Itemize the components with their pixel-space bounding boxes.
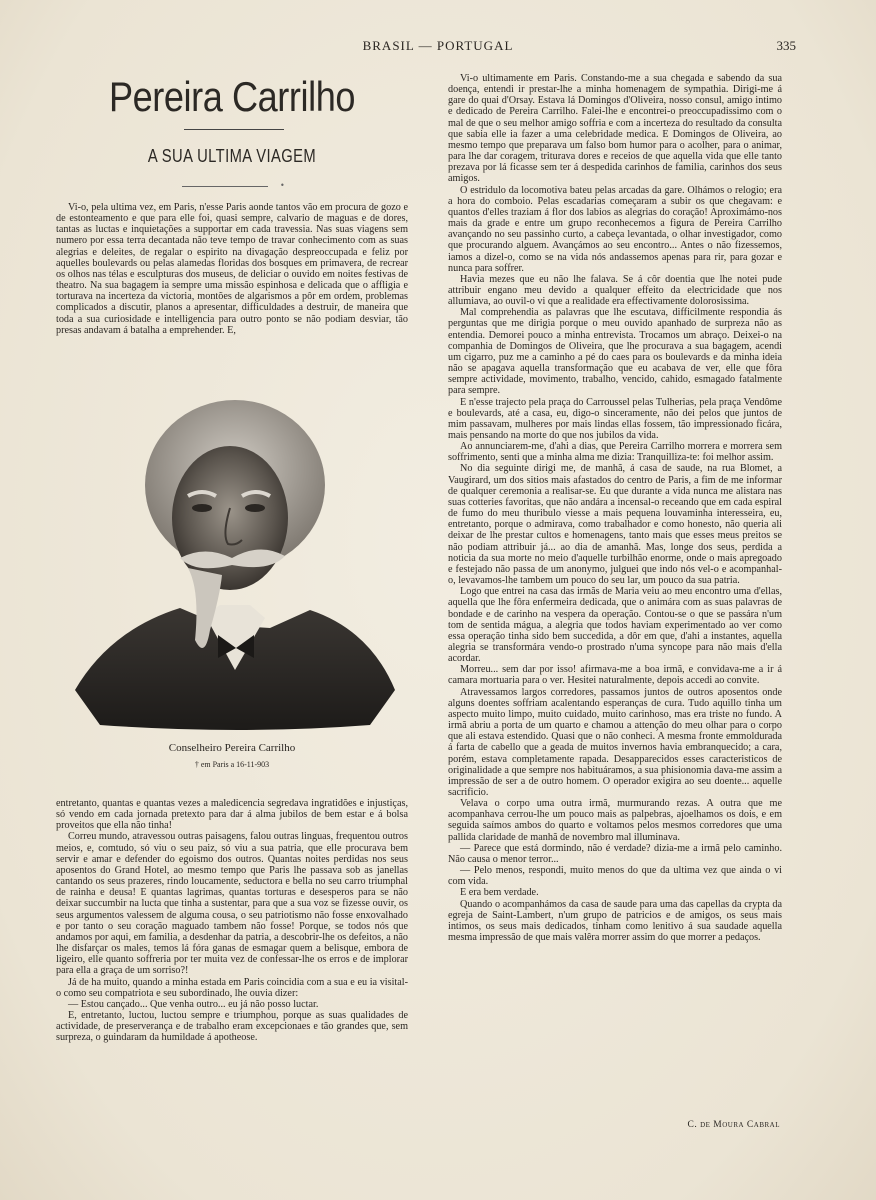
portrait-caption: Conselheiro Pereira Carrilho	[168, 742, 296, 754]
divider-ornament-icon: •	[280, 181, 285, 190]
left-column-top	[56, 202, 408, 336]
paragraph: Correu mundo, atravessou outras paisagens, falou outras linguas, frequentou outros meios, e, comtudo, só viu o seu paiz, só viu a sua patria, que elle procurava bem servir e amar e defender do egoismo dos outros. Quantas noites perdidas nos seus aposentos do Grand Hotel, ao mesmo tempo que Paris lhe passava sob as janellas cantando os seus prazeres, rindo loucamente, seductora e bella no seu carro triumphal de rainha e deusa! E quantas lagrimas, quantas torturas e desesperos para se não deixar succumbir na lucta que tinha a sustentar, para que a sua voz se fizesse ouvir, os seus argumentos valessem de alguma cousa, o seu patriotismo não fosse enxovalhado e por tanto o seu coração maguado tambem não fosse! Porque, se todos nós que andamos por aqui, em familia, a desdenhar da patria, a descobrir-lhe os defeitos, a não lhe disfarçar os males, temos lá fóra ganas de esmagar quem a belisque, embora de ligeiro, elle quanto soffreria por ter muita vez de confessar-lhe os erros e de implorar para ella a graça de um sorriso?!	[56, 831, 408, 977]
left-column-bottom	[56, 798, 408, 1043]
paragraph: Atravessamos largos corredores, passamos juntos de outros aposentos onde alguns doentes soffriam acalentando esperanças de cura. Tudo aquillo tinha um aspecto muito limpo, muito cuidado, muito carinhoso, mas era triste no fundo. A irmã abriu a porta de um quarto e chamou a attenção do meu olhar para o corpo que ali estava estendido. Quasi que o não conheci. A mesma fronte emmoldurada á farta de cabello que a geada de muitos invernos havia embranquecido; a cara, porém, estava completamente rapada. Desapparecidos esses caracteristicos de originalidade a que sempre nos habituáramos, a sua phisionomia dava-me assim a impressão de ser a de outro homem. O operador exigira ao seu doente... aquelle sacrificio.	[448, 686, 782, 798]
portrait-caption-date: † em Paris a 16-11-903	[194, 760, 270, 769]
section-divider	[182, 186, 268, 187]
paragraph: Já de ha muito, quando a minha estada em Paris coincidia com a sua e eu ia visital-o como seu compatriota e seu subordinado, lhe ouvia dizer:	[56, 976, 408, 999]
paragraph: O estridulo da locomotiva bateu pelas arcadas da gare. Olhámos o relogio; era a hora do comboio. Pelas escadarias começaram a subir os que chegavam: e quantos d'elles traziam á flor dos labios as alegrias do coração! Aproximámo-nos mais da grade e entre um grupo reconhecemos a figura de Pereira Carrilho avançando no seu passinho curto, a cabeça levantada, o olhar investigador, como que procurando alguem. Avançámos ao seu encontro... Antes o não fizessemos, iamos a dizel-o, como se na vida nós andassemos apenas para rir, para gozar e nunca para soffrer.	[448, 184, 782, 274]
paragraph: Vi-o, pela ultima vez, em Paris, n'esse Paris aonde tantos vão em procura de gozo e de estonteamento e que para elle foi, quasi sempre, calvario de maguas e de dores, tantas as luctas e inquietações a supportar em cada travessia. Nas suas viagens sem numero por essa terra decantada não teve tempo de travar conhecimento com as suas alegrias e deleites, de regalar o espirito na divagação despreoccupada e feliz por aquelles boulevards ou pelas alamedas floridas dos bosques em primavera, de recrear os olhos nas télas e esculpturas dos museus, de deliciar o ouvido em noites festivas de theatro. Na sua bagagem ia sempre uma missão espinhosa e delicada que o affligia e torturava na incerteza da victoria, montões de algarismos a pôr em ordem, problemas complicados a discutir, planos a apresentar, difficuldades a destruir, de maneira que toda a sua curiosidade e intelligencia para outro ponto se não podiam desviar, tão presas andavam á batalha a emprehender. E,	[56, 202, 408, 336]
running-head: BRASIL — PORTUGAL	[362, 38, 514, 53]
paragraph: entretanto, quantas e quantas vezes a maledicencia segredava ingratidões e injustiças, só vendo em cada jornada pretexto para dar á alma jubilos de bem estar e á bolsa proveitos que ella não tinha!	[56, 798, 408, 832]
portrait-engraving	[70, 390, 400, 735]
paragraph: — Parece que está dormindo, não é verdade? dizia-me a irmã pelo caminho. Não causa o menor terror...	[448, 842, 782, 865]
paragraph: Ao annunciarem-me, d'ahi a dias, que Pereira Carrilho morrera e morrera sem soffrimento, senti que a minha alma me dizia: Tranquilliza-te: foi melhor assim.	[448, 441, 782, 464]
paragraph: — Estou cançado... Que venha outro... eu já não posso luctar.	[68, 998, 319, 1010]
paragraph: No dia seguinte dirigi me, de manhã, á casa de saude, na rua Blomet, a Vaugirard, um dos sitios mais afastados do centro de Paris, a fim de me informar de qualquer ceremonia a realisar-se. Eu que durante a vida nunca me alistara nas suas cotteries favoritas, que não andára a incensal-o receando que em cada espiral de fumo do meu thuribulo viesse a mais pequena louvaminha interesseira, eu, entretanto, porque o admirava, como trabalhador e como honesto, não queria ali deixar de lhe prestar cultos e homenagens, tanto mais que esses meus preitos se não podiam attribuir já... ao dia de amanhã. Mas, longe dos seus, perdida a noticia da sua morte no meio d'aquelle turbilhão enorme, onde o mais apregoado e festejado não passa de um anonymo, julguei que indo nós vel-o e acompanhal-o, levavamos-lhe tambem um pouco do seu lar, um pouco da sua patria.	[448, 463, 782, 587]
paragraph: Vi-o ultimamente em Paris. Constando-me a sua chegada e sabendo da sua doença, entendi ir prestar-lhe a minha homenagem de sympathia. Dirigi-me á gare do quai d'Orsay. Estava lá Domingos d'Oliveira, nosso consul, amigo intimo e dedicado de Pereira Carrilho. Falei-lhe e encontrei-o preoccupadissimo com o mal de que o seu melhor amigo soffria e com a incerteza do resultado da consulta que sabia elle ia fazer a uma celebridade medica. E Domingos de Oliveira, ao mesmo tempo que preparava um falso bom humor para o acolher, para o animar, para lhe dar coragem, triturava dores e receios de que aquella vida que elle tanto prezava por lá ficasse sem ter á despedida carinhos de familia, carinhos dos seus amigos.	[448, 73, 782, 185]
page-number: 335	[776, 38, 796, 53]
paragraph: Mal comprehendia as palavras que lhe escutava, difficilmente respondia ás perguntas que me dirigia porque o meu ouvido apanhado de surpreza não as entendia. Demorei pouco a minha entrevista. Trocamos um abraço. Deixei-o na companhia de Domingos de Oliveira, que lhe procurava a sua bagagem, acendi um cigarro, puz me a caminho a pé do caes para os boulevards e da minha ideia não se apagava aquella transformação que eu acabava de ver, elle que fôra sempre actividade, movimento, trabalho, vencido, cahido, esmagado fatalmente para sempre.	[448, 307, 782, 397]
paragraph: Velava o corpo uma outra irmã, murmurando rezas. A outra que me acompanhava cerrou-lhe um pouco mais as palpebras, ajoelhamos os dois, e em seguida saímos ambos do quarto e voltamos pelos mesmos corredores que uma pallida claridade de manhã de novembro mal illuminava.	[448, 798, 782, 843]
paragraph: E n'esse trajecto pela praça do Carroussel pelas Tulherias, pela praça Vendôme e boulevards, até a casa, eu, digo-o sinceramente, não dei pelos que juntos de mim passavam, mulheres por mais lindas ellas fossem, tão impressionado ficára, mais pensando na morte do que nos jubilos da vida.	[448, 396, 782, 441]
author-signature: C. de Moura Cabral	[687, 1120, 780, 1130]
title-rule	[184, 129, 284, 130]
paragraph: E era bem verdade.	[460, 887, 539, 899]
paragraph: Quando o acompanhámos da casa de saude para uma das capellas da crypta da egreja de Saint-Lambert, n'um grupo de patricios e de amigos, os seus mais intimos, os seus mais dedicados, tinham como lenitivo á sua saudade aquella mesma impressão de que mais valêra morrer assim do que morrer a pedaços.	[448, 898, 782, 944]
paragraph: Morreu... sem dar por isso! afirmava-me a boa irmã, e convidava-me a ir á camara mortuaria para o ver. Hesitei naturalmente, depois accedi ao convite.	[448, 664, 782, 687]
article-subtitle: A SUA ULTIMA VIAGEM	[147, 146, 317, 166]
paragraph: Havia mezes que eu não lhe falava. Se á côr doentia que lhe notei pude attribuir engano meu devido a qualquer effeito da electricidade que nos allumiava, ao ouvil-o vi que a realidade era effectivamente dolorosissima.	[448, 273, 782, 308]
right-column	[448, 73, 782, 943]
paragraph: Logo que entrei na casa das irmãs de Maria veiu ao meu encontro uma d'ellas, aquella que lhe fôra enfermeira dedicada, que o animára com as suas palavras de bondade e de carinho na vespera da operação. Contou-se o que se passára n'um tom de sentida mágua, a alegria que todos haviam experimentado ao ver como essa operação tinha sido bem succedida, a dôr em que, d'ahi a instantes, aquella alegria se transformára vendo-o prostrado n'uma syncope para não mais d'ella acordar.	[448, 586, 782, 665]
paragraph: E, entretanto, luctou, luctou sempre e triumphou, porque as suas qualidades de actividade, de preserverança e de trabalho eram excepcionaes e tão grandes que, sem surpreza, o guindaram da humildade á apotheose.	[56, 1009, 408, 1044]
paragraph: — Pelo menos, respondi, muito menos do que da ultima vez que ainda o vi com vida.	[448, 865, 782, 888]
article-title: Pereira Carrilho	[108, 73, 356, 120]
